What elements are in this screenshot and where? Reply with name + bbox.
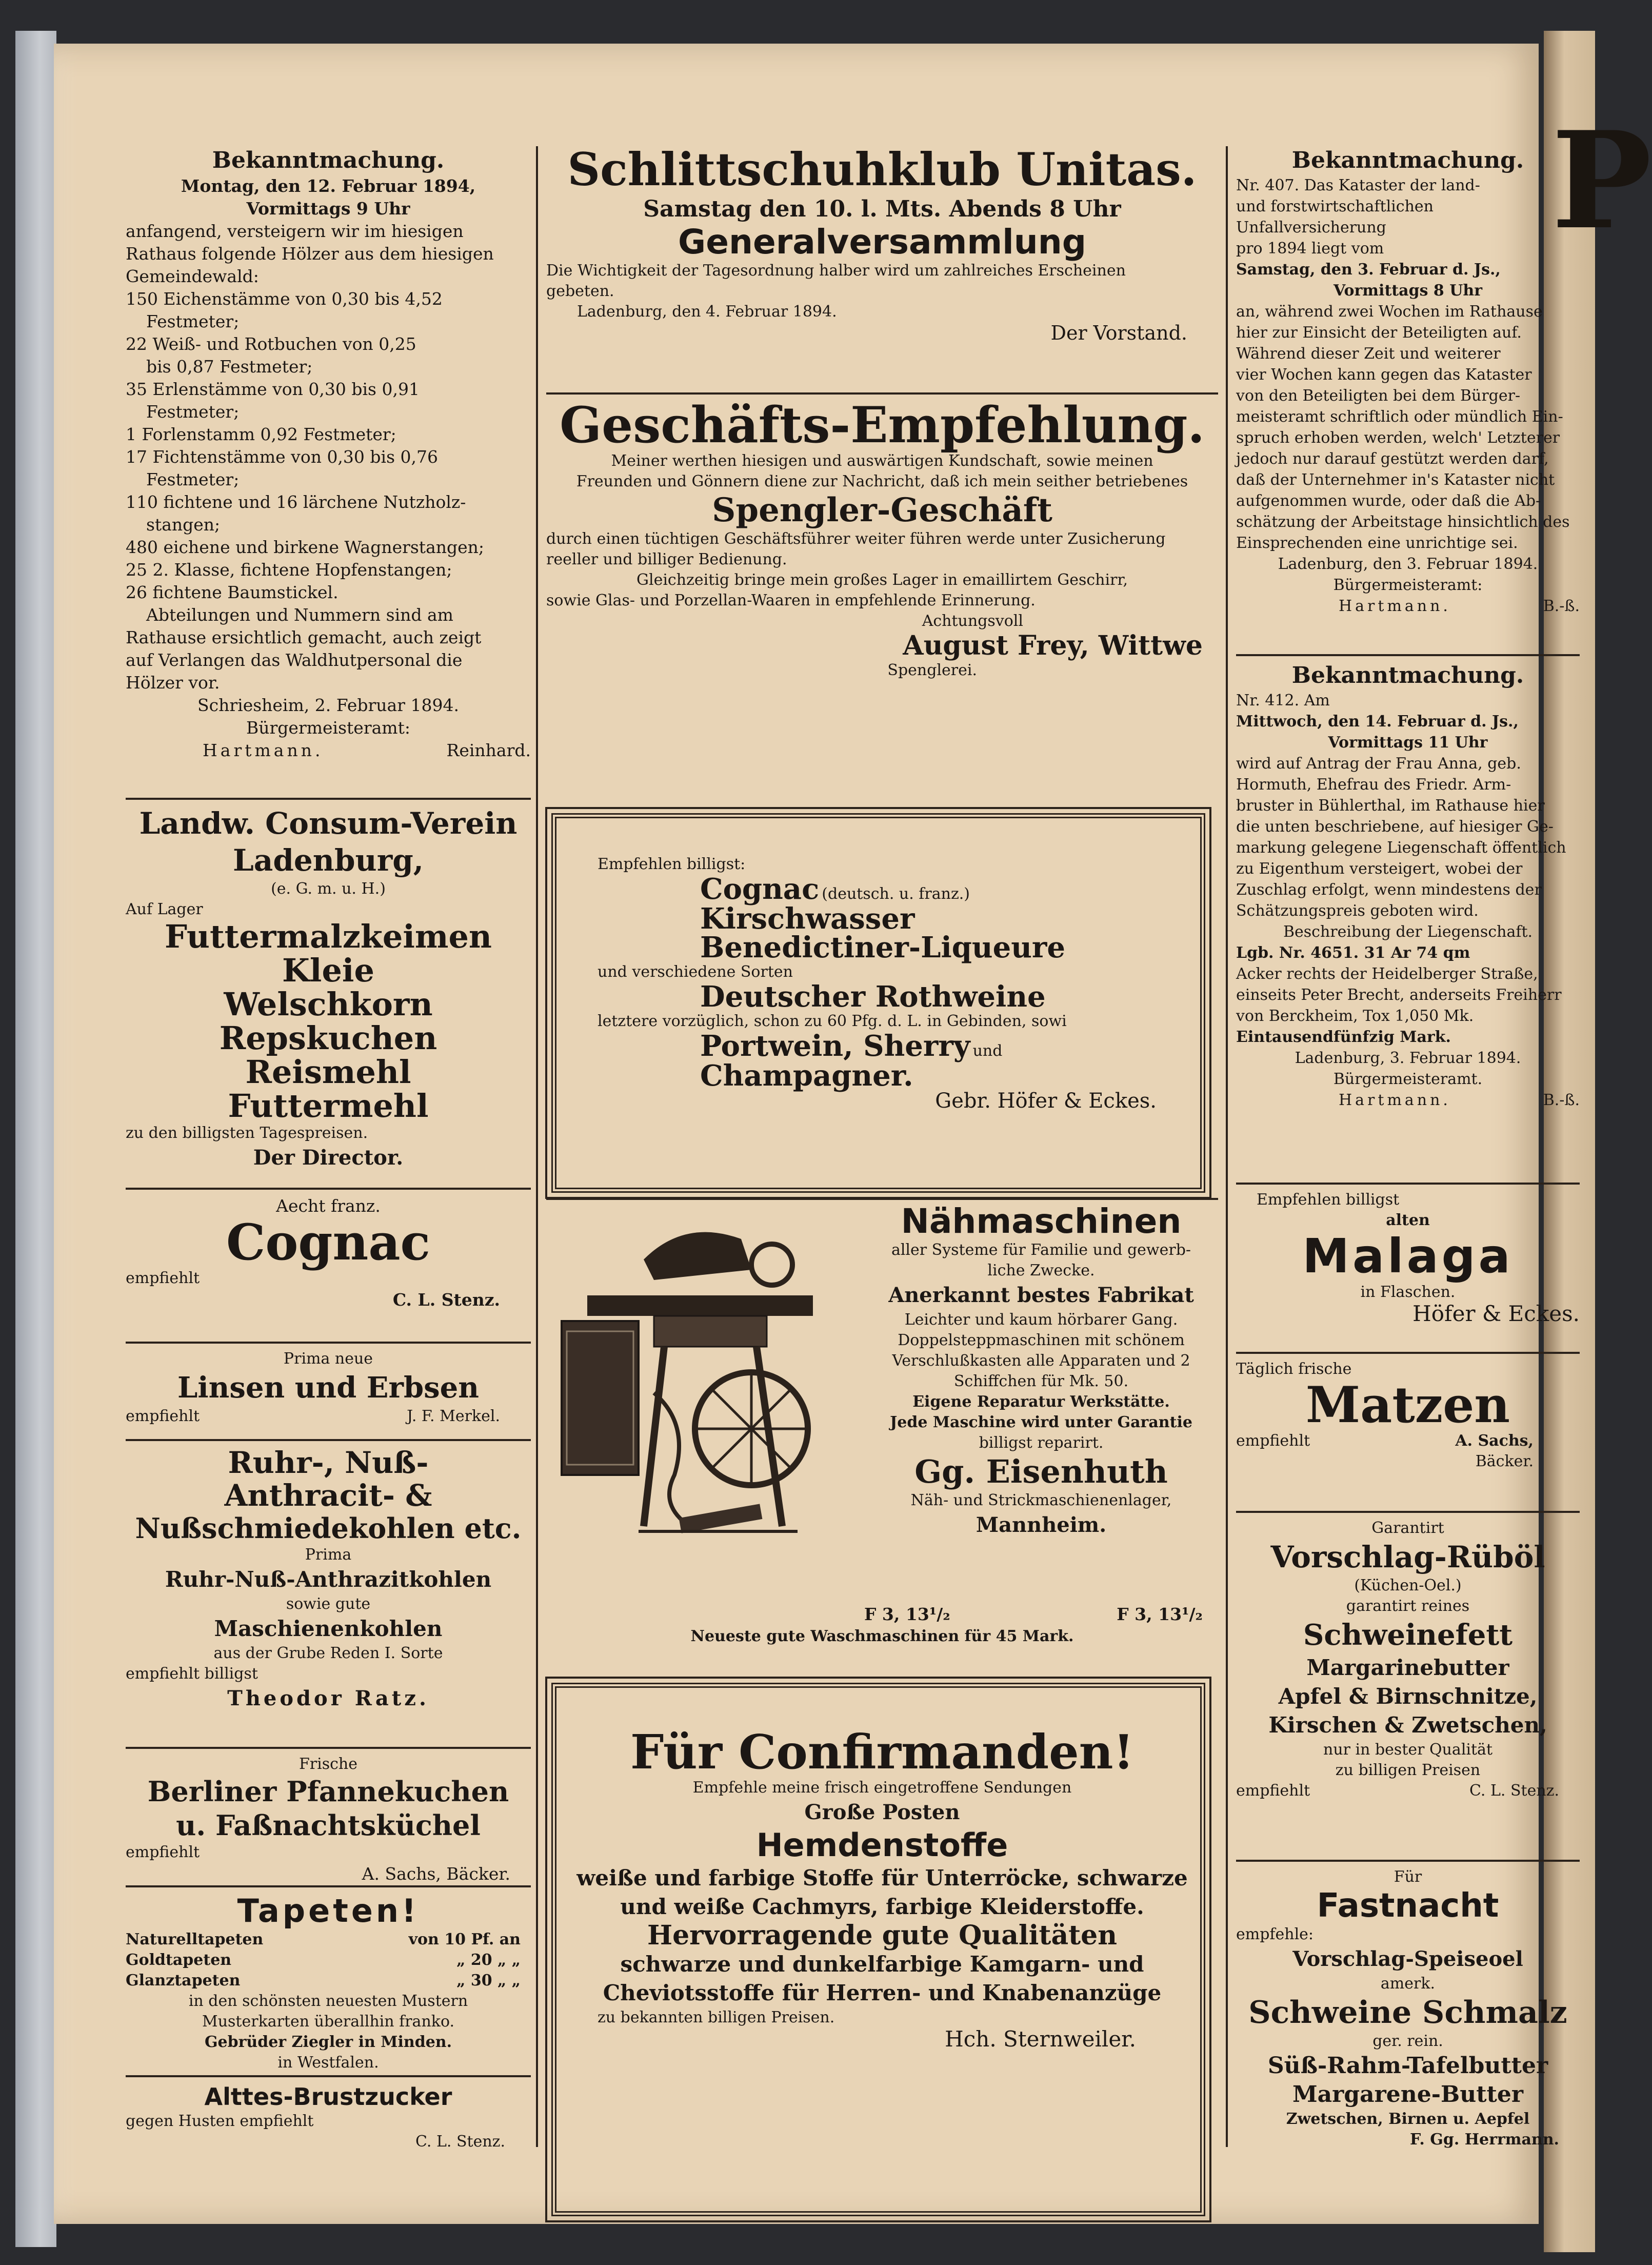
notice-line: 1 Forlenstamm 0,92 Festmeter;	[126, 424, 396, 444]
notice-body	[1236, 690, 1580, 1111]
ad-line: Ruhr-Nuß-Anthrazitkohlen	[165, 1567, 492, 1592]
ad-line: empfiehlt	[126, 1269, 200, 1287]
notice-line: Festmeter;	[146, 469, 240, 489]
newspaper-page	[54, 44, 1580, 2224]
ad-line: amerk.	[1380, 1975, 1436, 1993]
notice-line: Hölzer vor.	[126, 673, 220, 693]
ad-line: zu billigen Preisen	[1335, 1761, 1481, 1779]
notice-line: einseits Peter Brecht, anderseits Freiherr	[1236, 986, 1562, 1004]
ad-line: Empfehlen billigst	[1257, 1191, 1400, 1209]
ad-line: Anerkannt bestes Fabrikat	[888, 1283, 1194, 1307]
ad-line: aller Systeme für Familie und gewerb-	[891, 1241, 1191, 1259]
notice-line: Vormittags 11 Uhr	[1328, 734, 1488, 752]
ad-line: aus der Grube Reden I. Sorte	[213, 1644, 443, 1662]
notice-line: Nr. 407. Das Kataster der land-	[1236, 176, 1480, 194]
price-name: Glanztapeten	[126, 1972, 241, 1990]
ad-linsen-merkel	[126, 1336, 531, 1427]
ad-signature: Gg. Eisenhuth	[914, 1453, 1168, 1490]
notice-office: Bürgermeisteramt.	[1333, 1070, 1483, 1088]
right-column	[1236, 44, 1580, 2224]
signature: B.-ß.	[1543, 1091, 1580, 1109]
ad-line: sowie gute	[286, 1595, 371, 1613]
notice-date: Ladenburg, 3. Februar 1894.	[1295, 1049, 1521, 1067]
ad-signature: Gebr. Höfer & Eckes.	[935, 1089, 1157, 1113]
ad-line: Schiffchen für Mk. 50.	[953, 1372, 1129, 1390]
notice-line: daß der Unternehmer in's Kataster nicht	[1236, 471, 1555, 489]
notice-date: Ladenburg, den 3. Februar 1894.	[1278, 555, 1538, 573]
ad-line: Spenglerei.	[887, 661, 977, 679]
ad-signature: Der Director.	[253, 1146, 404, 1170]
ad-date: Ladenburg, den 4. Februar 1894.	[577, 303, 837, 321]
ad-schlittschuhklub	[546, 144, 1218, 344]
price-row	[126, 1950, 531, 1971]
notice-date: Schriesheim, 2. Februar 1894.	[197, 695, 459, 715]
notice-versteigerung	[1236, 649, 1580, 1111]
notice-signatures	[126, 739, 531, 762]
middle-column	[546, 44, 1218, 2224]
ad-line: empfiehlt	[126, 1843, 200, 1861]
sewing-machine-illustration	[556, 1208, 844, 1547]
ad-line: Süß-Rahm-Tafelbutter	[1267, 2053, 1548, 2079]
notice-title: Bekanntmachung.	[1291, 662, 1524, 688]
ad-title: Geschäfts-Empfehlung.	[560, 396, 1205, 454]
ad-line: in Westfalen.	[277, 2054, 379, 2072]
ad-footer	[1236, 1781, 1580, 1801]
ad-signature: C. L. Stenz.	[415, 2133, 505, 2151]
price-value: „ 20 „ „	[456, 1951, 521, 1969]
notice-line: Rathause ersichtlich gemacht, auch zeigt	[126, 627, 482, 647]
ad-title: Landw. Consum-Verein	[139, 806, 518, 841]
notice-line: und forstwirtschaftlichen Unfallversicherung	[1236, 198, 1434, 237]
ad-signature: C. L. Stenz.	[1469, 1782, 1559, 1800]
notice-body	[126, 175, 531, 762]
ad-signature: F. Gg. Herrmann.	[1410, 2131, 1559, 2149]
notice-line: von den Beteiligten bei dem Bürger-	[1236, 387, 1521, 405]
ad-title: Schweinefett	[1303, 1618, 1513, 1652]
ad-line: Prima	[305, 1546, 352, 1564]
notice-line: 150 Eichenstämme von 0,30 bis 4,52	[126, 289, 443, 309]
ad-title: u. Faßnachtsküchel	[176, 1809, 481, 1842]
ad-item-row	[598, 872, 1187, 906]
signature: Reinhard.	[446, 740, 531, 760]
notice-title: Bekanntmachung.	[212, 147, 445, 173]
notice-line: 35 Erlenstämme von 0,30 bis 0,91	[126, 379, 420, 399]
ad-line: (deutsch. u. franz.)	[822, 885, 970, 903]
notice-line: an, während zwei Wochen im Rathause	[1236, 303, 1543, 321]
ad-line: Näh- und Strickmaschienenlager,	[910, 1491, 1172, 1509]
ad-line: Hervorragende gute Qualitäten	[647, 1920, 1118, 1951]
notice-line: Samstag, den 3. Februar d. Js.,	[1236, 261, 1501, 279]
ad-title: Malaga	[1302, 1229, 1514, 1284]
ad-line: Vorschlag-Speiseoel	[1292, 1947, 1523, 1971]
ad-title: Fastnacht	[1317, 1887, 1499, 1925]
ad-title: Cognac	[226, 1213, 430, 1271]
ad-pfannkuchen-sachs	[126, 1742, 531, 1885]
ad-line: Garantirt	[1371, 1519, 1444, 1537]
notice-line: Nr. 412. Am	[1236, 692, 1330, 710]
adjacent-page-masthead-fragment: P	[1551, 103, 1652, 259]
ad-item: Champagner.	[700, 1059, 913, 1093]
notice-line: hier zur Einsicht der Beteiligten auf.	[1236, 324, 1522, 342]
ad-title: Schweine Schmalz	[1248, 1995, 1567, 2031]
ad-line: durch einen tüchtigen Geschäftsführer weiter führen werde unter Zusicherung	[546, 530, 1166, 548]
notice-line: bruster in Bühlerthal, im Rathause hier	[1236, 797, 1545, 815]
ad-line: Apfel & Birnschnitze,	[1278, 1684, 1538, 1709]
ad-line: Auf Lager	[126, 900, 203, 918]
ad-signature: A. Sachs,	[1455, 1432, 1534, 1450]
ad-line: Maschienenkohlen	[214, 1616, 443, 1641]
address: F 3, 13¹/₂	[1117, 1604, 1203, 1624]
ad-line: Verschlußkasten alle Apparaten und 2	[892, 1352, 1190, 1370]
notice-line: Festmeter;	[146, 402, 240, 422]
ad-signature: Der Vorstand.	[1050, 322, 1187, 344]
ad-fastnacht-herrmann	[1236, 1855, 1580, 2150]
notice-line: 25 2. Klasse, fichtene Hopfenstangen;	[126, 560, 452, 580]
ad-spengler-frey	[546, 387, 1218, 681]
notice-line: auf Verlangen das Waldhutpersonal die	[126, 650, 463, 670]
signature: Hartmann.	[1339, 597, 1451, 615]
notice-office: Bürgermeisteramt:	[1333, 576, 1483, 594]
ad-line: Die Wichtigkeit der Tagesordnung halber wird um zahlreiches Erscheinen	[546, 262, 1126, 280]
ad-line: weiße und farbige Stoffe für Unterröcke, schwarze	[576, 1865, 1188, 1890]
ad-liquor-hoefer	[546, 854, 1187, 1112]
ad-title: Nähmaschinen	[901, 1202, 1182, 1241]
notice-line: Einsprechenden eine unrichtige sei.	[1236, 534, 1518, 552]
ad-malaga	[1236, 1177, 1580, 1325]
ad-item: Kleie	[282, 952, 374, 989]
price-name: Goldtapeten	[126, 1951, 232, 1969]
ad-cognac-stenz	[126, 1183, 531, 1311]
ad-title: Für Confirmanden!	[630, 1724, 1134, 1780]
ad-title: Ruhr-, Nuß-	[228, 1445, 429, 1480]
ad-line: Zwetschen, Birnen u. Aepfel	[1286, 2110, 1530, 2128]
notice-office: Bürgermeisteramt:	[246, 718, 410, 738]
ad-line: Doppelsteppmaschinen mit schönem	[898, 1331, 1185, 1349]
ad-line: empfiehlt	[1236, 1782, 1310, 1800]
ad-line: empfiehlt	[1236, 1432, 1310, 1450]
book-binding	[15, 31, 56, 2247]
ad-title: Anthracit- &	[224, 1478, 432, 1513]
ad-line: Meiner werthen hiesigen und auswärtigen Kundschaft, sowie meinen	[611, 452, 1153, 470]
ad-line: Prima neue	[283, 1350, 373, 1368]
ad-line: Jede Maschine wird unter Garantie	[890, 1413, 1192, 1431]
notice-line: 26 fichtene Baumstickel.	[126, 582, 339, 602]
ad-line: und verschiedene Sorten	[598, 963, 793, 981]
notice-line: schätzung der Arbeitstage hinsichtlich des	[1236, 513, 1570, 531]
notice-line: 480 eichene und birkene Wagnerstangen;	[126, 537, 485, 557]
ad-line: und weiße Cachmyrs, farbige Kleiderstoffe.	[620, 1894, 1144, 1919]
price-name: Naturelltapeten	[126, 1931, 264, 1948]
ad-naehmaschinen	[546, 1193, 1218, 1645]
ad-signature: Gebrüder Ziegler in Minden.	[204, 2033, 452, 2051]
ad-line: Frische	[298, 1755, 358, 1773]
ad-line: Leichter und kaum hörbarer Gang.	[904, 1311, 1178, 1329]
ad-line: ger. rein.	[1372, 2032, 1443, 2050]
notice-line: bis 0,87 Festmeter;	[146, 357, 313, 377]
notice-line: Mittwoch, den 14. Februar d. Js.,	[1236, 713, 1519, 731]
ad-consum-verein	[126, 793, 531, 1172]
ad-title: Spengler-Geschäft	[712, 491, 1052, 529]
ad-line: in den schönsten neuesten Mustern	[188, 1992, 468, 2010]
notice-line: Während dieser Zeit und weiterer	[1236, 345, 1501, 363]
notice-kataster	[1236, 146, 1580, 617]
notice-line: meisteramt schriftlich oder mündlich Ein-	[1236, 408, 1563, 426]
signature: Hartmann.	[1339, 1091, 1451, 1109]
ad-title: Nußschmiedekohlen etc.	[135, 1512, 522, 1545]
ad-line: Mannheim.	[976, 1513, 1107, 1537]
ad-line: Musterkarten überallhin franko.	[202, 2013, 455, 2031]
notice-line: Vormittags 8 Uhr	[1333, 282, 1483, 300]
ad-title: Linsen und Erbsen	[177, 1371, 480, 1405]
ad-line: zu bekannten billigen Preisen.	[598, 2008, 835, 2026]
notice-signatures	[1236, 596, 1580, 617]
ad-footer	[1236, 1431, 1580, 1451]
notice-line: pro 1894 liegt vom	[1236, 240, 1384, 258]
notice-line: Festmeter;	[146, 311, 240, 331]
ad-confirmanden	[546, 1726, 1198, 2050]
ad-line: Kirschen & Zwetschen,	[1268, 1712, 1547, 1738]
ad-item: Cognac	[700, 872, 820, 906]
naeh-text	[864, 1203, 1218, 1540]
ad-line: empfiehlt	[126, 1407, 200, 1425]
notice-line: Abteilungen und Nummern sind am	[146, 605, 453, 625]
ad-line: gegen Husten empfiehlt	[126, 2112, 314, 2130]
ad-signature: J. F. Merkel.	[407, 1407, 500, 1425]
ad-item: Kirschwasser	[700, 902, 915, 936]
ad-line: Freunden und Gönnern diene zur Nachricht, daß ich mein seither betriebenes	[576, 472, 1188, 490]
ad-item: Welschkorn	[224, 986, 433, 1023]
notice-line: Gemeindewald:	[126, 266, 259, 286]
notice-line: Lgb. Nr. 4651. 31 Ar 74 qm	[1236, 944, 1470, 962]
ad-signature: C. L. Stenz.	[392, 1290, 500, 1310]
ad-line: schwarze und dunkelfarbige Kamgarn- und	[620, 1952, 1144, 1977]
ad-line: garantirt reines	[1346, 1597, 1470, 1615]
ad-rueboel-stenz	[1236, 1506, 1580, 1801]
notice-line: stangen;	[146, 515, 221, 535]
address: F 3, 13¹/₂	[864, 1604, 950, 1624]
ad-line: Gleichzeitig bringe mein großes Lager in emaillirtem Geschirr,	[636, 571, 1128, 589]
ad-title: Hemdenstoffe	[756, 1826, 1008, 1864]
ad-line: empfehle:	[1236, 1925, 1314, 1943]
column-rule-left	[536, 146, 538, 2147]
ad-line: Achtungsvoll	[922, 612, 1023, 630]
ad-signature: Hch. Sternweiler.	[945, 2026, 1136, 2052]
notice-line: wird auf Antrag der Frau Anna, geb.	[1236, 755, 1521, 773]
ad-line: alten	[1386, 1211, 1430, 1229]
ad-line: liche Zwecke.	[987, 1262, 1095, 1279]
ad-title: Berliner Pfannekuchen	[147, 1775, 509, 1808]
ad-item: Reismehl	[245, 1053, 411, 1091]
notice-line: Montag, den 12. Februar 1894,	[181, 176, 476, 196]
left-column	[126, 44, 531, 2224]
ad-item: Benedictiner-Liqueure	[700, 931, 1066, 964]
ad-line: Empfehle meine frisch eingetroffene Sendungen	[692, 1779, 1072, 1797]
ad-line: Cheviotsstoffe für Herren- und Knabenanzüge	[603, 1980, 1162, 2005]
naeh-addresses	[864, 1603, 1203, 1625]
notice-line: spruch erhoben werden, welch' Letzterer	[1236, 429, 1560, 447]
ad-item: Futtermalzkeimen	[164, 918, 492, 955]
notice-line: markung gelegene Liegenschaft öffentlich	[1236, 839, 1566, 857]
ad-line: Große Posten	[804, 1800, 960, 1824]
ad-subtitle: (e. G. m. u. H.)	[271, 880, 386, 898]
notice-line: 22 Weiß- und Rotbuchen von 0,25	[126, 334, 416, 354]
ad-kohlen-ratz	[126, 1434, 531, 1713]
notice-title: Bekanntmachung.	[1291, 147, 1524, 173]
ad-line: billigst reparirt.	[979, 1434, 1104, 1452]
notice-line: Schätzungspreis geboten wird.	[1236, 902, 1479, 920]
notice-line: Zuschlag erfolgt, wenn mindestens der	[1236, 881, 1542, 899]
ad-item: Futtermehl	[228, 1087, 429, 1125]
ad-line: und	[972, 1042, 1003, 1060]
ad-matzen	[1236, 1347, 1580, 1472]
ad-line: Margarene-Butter	[1292, 2081, 1524, 2108]
ad-item: Deutscher Rothweine	[700, 980, 1046, 1014]
ad-item: Portwein, Sherry	[700, 1029, 970, 1063]
ad-line: Empfehlen billigst:	[598, 855, 746, 873]
ad-line: empfiehlt billigst	[126, 1665, 258, 1683]
price-value: „ 30 „ „	[456, 1972, 521, 1990]
ad-signature: August Frey, Wittwe	[903, 630, 1203, 661]
notice-line: zu Eigenthum versteigert, wobei der	[1236, 860, 1523, 878]
ad-line: Aecht franz.	[276, 1196, 381, 1216]
price-row	[126, 1929, 531, 1950]
ad-title: Generalversammlung	[678, 222, 1086, 262]
ad-footer	[126, 1406, 531, 1427]
ad-title: Ladenburg,	[232, 843, 424, 878]
ad-line: Margarinebutter	[1306, 1655, 1509, 1680]
ad-signature: Höfer & Eckes.	[1412, 1301, 1580, 1326]
ad-title: Vorschlag-Rüböl	[1270, 1540, 1545, 1574]
notice-line: die unten beschriebene, auf hiesiger Ge-	[1236, 818, 1554, 836]
ad-title: Schlittschuhklub Unitas.	[567, 143, 1197, 196]
ad-line: (Küchen-Oel.)	[1354, 1577, 1462, 1594]
ad-line: in Flaschen.	[1360, 1283, 1456, 1301]
ad-line: nur in bester Qualität	[1323, 1741, 1492, 1759]
ad-line: Für	[1394, 1868, 1422, 1886]
ad-footer: Neueste gute Waschmaschinen für 45 Mark.	[690, 1627, 1074, 1645]
ad-line: Eigene Reparatur Werkstätte.	[912, 1393, 1170, 1411]
notice-schriesheim	[126, 146, 531, 762]
ad-line: Täglich frische	[1236, 1360, 1352, 1378]
notice-line: Acker rechts der Heidelberger Straße,	[1236, 965, 1538, 983]
notice-line: Eintausendfünfzig Mark.	[1236, 1028, 1451, 1046]
ad-signature: A. Sachs, Bäcker.	[362, 1864, 510, 1884]
notice-line: 110 fichtene und 16 lärchene Nutzholz-	[126, 492, 466, 512]
ad-item-row	[598, 1029, 1187, 1063]
ad-title: Alttes-Brustzucker	[204, 2083, 452, 2111]
ad-line: Samstag den 10. l. Mts. Abends 8 Uhr	[643, 196, 1121, 222]
notice-line: aufgenommen wurde, oder daß die Ab-	[1236, 492, 1541, 510]
ad-tapeten-ziegler	[126, 1880, 531, 2073]
notice-line: jedoch nur darauf gestützt werden darf,	[1236, 450, 1549, 468]
ad-line: zu den billigsten Tagespreisen.	[126, 1124, 368, 1142]
price-row	[126, 1971, 531, 1991]
ad-line: sowie Glas- und Porzellan-Waaren in empfehlende Erinnerung.	[546, 592, 1036, 609]
notice-line: Beschreibung der Liegenschaft.	[1283, 923, 1533, 941]
ad-brustzucker-stenz	[126, 2070, 531, 2152]
notice-body	[1236, 175, 1580, 617]
ad-line: gebeten.	[546, 282, 614, 300]
notice-line: Hormuth, Ehefrau des Friedr. Arm-	[1236, 776, 1511, 794]
notice-line: von Berckheim, Tox 1,050 Mk.	[1236, 1007, 1474, 1025]
ad-line: reeller und billiger Bedienung.	[546, 550, 787, 568]
signature: Hartmann.	[203, 740, 324, 760]
column-rule-right	[1226, 146, 1228, 2147]
notice-line: anfangend, versteigern wir im hiesigen	[126, 221, 464, 241]
notice-line: 17 Fichtenstämme von 0,30 bis 0,76	[126, 447, 438, 467]
ad-line: Bäcker.	[1475, 1452, 1534, 1470]
notice-line: Vormittags 9 Uhr	[246, 199, 410, 219]
notice-line: Rathaus folgende Hölzer aus dem hiesigen	[126, 244, 494, 264]
notice-line: vier Wochen kann gegen das Kataster	[1236, 366, 1532, 384]
price-value: von 10 Pf. an	[408, 1931, 521, 1948]
ad-title: Matzen	[1305, 1376, 1510, 1434]
ad-signature: Theodor Ratz.	[227, 1686, 429, 1710]
ad-title: Tapeten!	[237, 1892, 420, 1929]
notice-signatures	[1236, 1090, 1580, 1111]
signature: B.-ß.	[1543, 597, 1580, 615]
ad-item: Repskuchen	[219, 1019, 437, 1057]
ad-line: letztere vorzüglich, schon zu 60 Pfg. d. L. in Gebinden, sowi	[598, 1012, 1067, 1030]
